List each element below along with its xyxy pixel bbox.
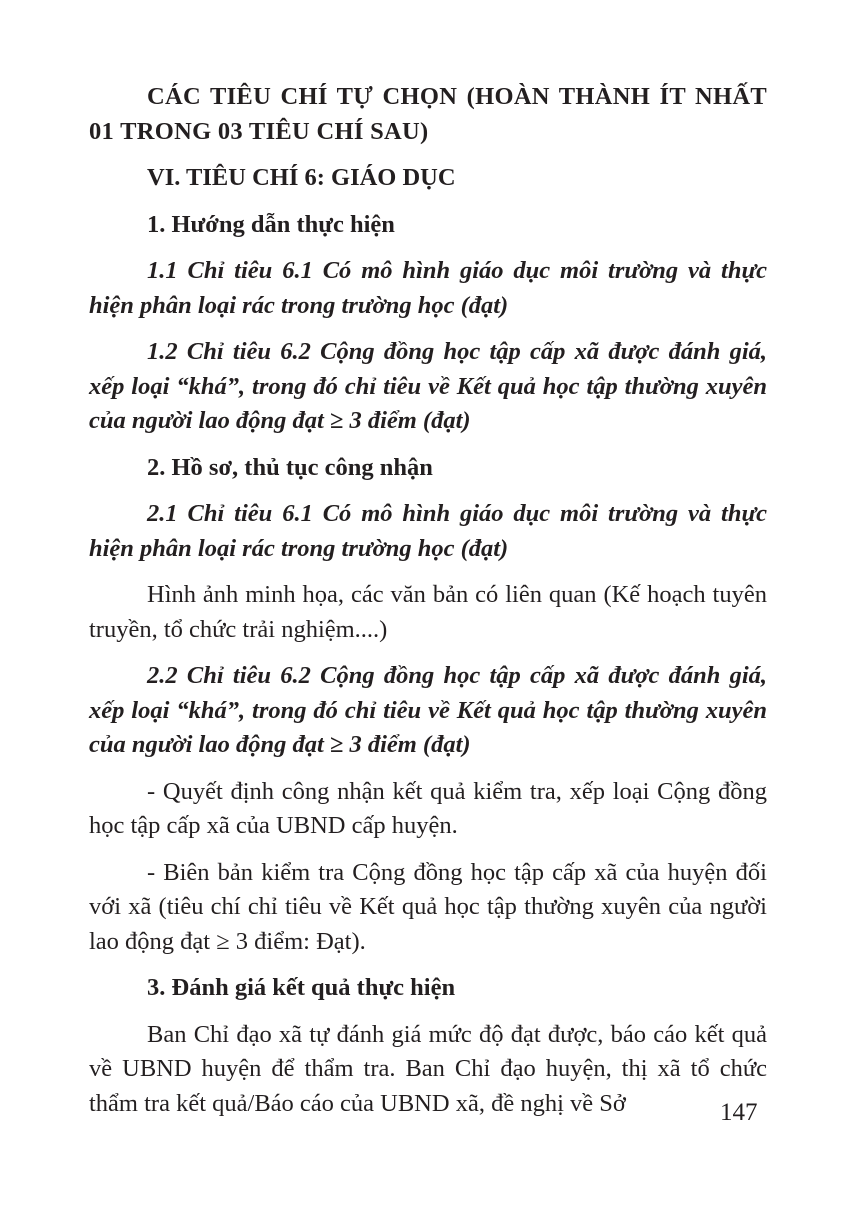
section-3-text: Ban Chỉ đạo xã tự đánh giá mức độ đạt được, báo cáo kết quả về UBND huyện để thẩm tra. Ban Chỉ đạo huyện, thị xã tổ chức thẩm tra kết quả/Báo cáo của UBND xã, đề nghị về Sở bbox=[89, 1020, 767, 1117]
section-2-title: 2. Hồ sơ, thủ tục công nhận bbox=[147, 453, 433, 481]
heading-optional-criteria: CÁC TIÊU CHÍ TỰ CHỌN (HOÀN THÀNH ÍT NHẤT 01 TRONG 03 TIÊU CHÍ SAU) bbox=[89, 83, 767, 145]
section-2-item-2-bullet-2: - Biên bản kiểm tra Cộng đồng học tập cấp xã của huyện đối với xã (tiêu chí chỉ tiêu về Kết quả học tập thường xuyên của người lao động đạt ≥ 3 điểm: Đạt). bbox=[89, 858, 767, 955]
section-1-item-1: 1.1 Chỉ tiêu 6.1 Có mô hình giáo dục môi trường và thực hiện phân loại rác trong trường học (đạt) bbox=[89, 257, 767, 319]
section-2-item-2: 2.2 Chỉ tiêu 6.2 Cộng đồng học tập cấp xã được đánh giá, xếp loại “khá”, trong đó chỉ tiêu về Kết quả học tập thường xuyên của người lao động đạt ≥ 3 điểm (đạt) bbox=[89, 662, 767, 758]
section-1-item-2: 1.2 Chỉ tiêu 6.2 Cộng đồng học tập cấp xã được đánh giá, xếp loại “khá”, trong đó chỉ tiêu về Kết quả học tập thường xuyên của người lao động đạt ≥ 3 điểm (đạt) bbox=[89, 338, 767, 434]
section-1-title: 1. Hướng dẫn thực hiện bbox=[147, 210, 395, 238]
heading-criterion-6: VI. TIÊU CHÍ 6: GIÁO DỤC bbox=[147, 164, 456, 191]
section-2-item-1-text: Hình ảnh minh họa, các văn bản có liên quan (Kế hoạch tuyên truyền, tổ chức trải nghiệm....) bbox=[89, 581, 767, 643]
page-body bbox=[89, 80, 767, 1133]
page-number: 147 bbox=[720, 1099, 758, 1126]
section-3-title: 3. Đánh giá kết quả thực hiện bbox=[147, 974, 456, 1001]
section-2-item-2-bullet-1: - Quyết định công nhận kết quả kiểm tra, xếp loại Cộng đồng học tập cấp xã của UBND cấp huyện. bbox=[89, 777, 767, 839]
section-2-item-1: 2.1 Chỉ tiêu 6.1 Có mô hình giáo dục môi trường và thực hiện phân loại rác trong trường học (đạt) bbox=[89, 500, 767, 562]
